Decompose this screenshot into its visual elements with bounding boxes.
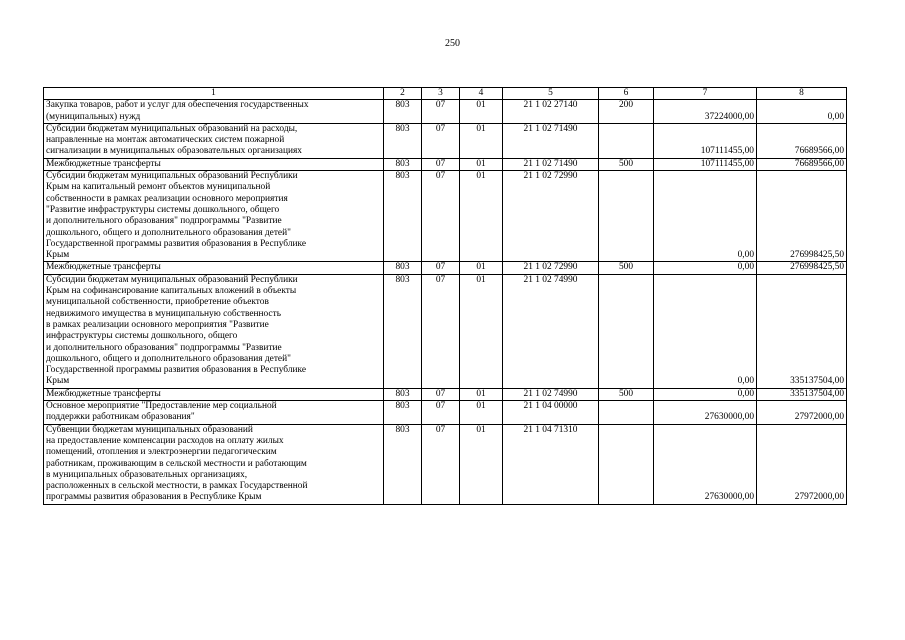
subsection-code: 01: [460, 424, 503, 504]
row-name-line: Крым на софинансирование капитальных вложений в объекты: [46, 286, 297, 297]
target-article-code: 21 1 02 72990: [503, 262, 599, 274]
subsection-code: 01: [460, 158, 503, 170]
section-code: 07: [422, 123, 460, 158]
amount-year-2: 335137504,00: [757, 274, 847, 388]
subsection-code: 01: [460, 100, 503, 124]
column-header: 5: [503, 88, 599, 100]
row-name: [44, 401, 384, 425]
row-name-line: Закупка товаров, работ и услуг для обеспечения государственных: [46, 100, 309, 111]
section-code: 07: [422, 388, 460, 400]
table-row: [44, 262, 847, 274]
column-header: 4: [460, 88, 503, 100]
amount-year-2: 335137504,00: [757, 388, 847, 400]
row-name-line: Субвенции бюджетам муниципальных образований: [46, 424, 253, 435]
row-name-line: сигнализации в муниципальных образовательных организациях: [46, 146, 302, 157]
expense-type-code: 200: [599, 100, 654, 124]
row-name-line: инфраструктуры системы дошкольного, общего: [46, 331, 238, 342]
row-name-line: и дополнительного образования" подпрограммы "Развитие: [46, 342, 282, 353]
row-name-line: (муниципальных) нужд: [46, 111, 141, 122]
table-row: [44, 171, 847, 262]
row-name-line: Крым на капитальный ремонт объектов муниципальной: [46, 182, 271, 193]
column-header: 2: [384, 88, 422, 100]
target-article-code: 21 1 04 71310: [503, 424, 599, 504]
row-name-line: собственности в рамках реализации основного мероприятия: [46, 193, 288, 204]
expense-type-code: [599, 274, 654, 388]
ministry-code: 803: [384, 100, 422, 124]
target-article-code: 21 1 02 71490: [503, 123, 599, 158]
row-name: [44, 123, 384, 158]
amount-year-2: 76689566,00: [757, 158, 847, 170]
ministry-code: 803: [384, 388, 422, 400]
amount-year-2: 276998425,50: [757, 171, 847, 262]
row-name-line: Государственной программы развития образования в Республике: [46, 365, 307, 376]
row-name-line: Крым: [46, 376, 70, 387]
table-row: [44, 274, 847, 388]
row-name: [44, 100, 384, 124]
row-name: [44, 158, 384, 170]
subsection-code: 01: [460, 401, 503, 425]
row-name-line: дошкольного, общего и дополнительного образования детей": [46, 227, 291, 238]
row-name-line: работникам, проживающим в сельской местности и работающим: [46, 458, 307, 469]
page-number: 250: [445, 38, 460, 49]
section-code: 07: [422, 401, 460, 425]
ministry-code: 803: [384, 274, 422, 388]
subsection-code: 01: [460, 274, 503, 388]
amount-year-1: 27630000,00: [654, 424, 757, 504]
section-code: 07: [422, 262, 460, 274]
row-name-line: Государственной программы развития образования в Республике: [46, 238, 307, 249]
row-name-line: Основное мероприятие "Предоставление мер социальной: [46, 401, 277, 412]
row-name-line: в рамках реализации основного мероприятия "Развитие: [46, 319, 269, 330]
amount-year-2: 0,00: [757, 100, 847, 124]
amount-year-2: 276998425,50: [757, 262, 847, 274]
expense-type-code: 500: [599, 262, 654, 274]
row-name-line: дошкольного, общего и дополнительного образования детей": [46, 353, 291, 364]
column-header: 7: [654, 88, 757, 100]
row-name-line: Межбюджетные трансферты: [46, 158, 161, 169]
row-name-line: и дополнительного образования" подпрограммы "Развитие: [46, 216, 282, 227]
row-name-line: программы развития образования в Республике Крым: [46, 492, 262, 503]
section-code: 07: [422, 100, 460, 124]
section-code: 07: [422, 274, 460, 388]
section-code: 07: [422, 158, 460, 170]
row-name: [44, 274, 384, 388]
header-row: [44, 88, 847, 100]
subsection-code: 01: [460, 171, 503, 262]
section-code: 07: [422, 424, 460, 504]
ministry-code: 803: [384, 262, 422, 274]
row-name: [44, 262, 384, 274]
row-name-line: Субсидии бюджетам муниципальных образований Республики: [46, 171, 298, 182]
ministry-code: 803: [384, 401, 422, 425]
row-name-line: направленные на монтаж автоматических систем пожарной: [46, 135, 285, 146]
amount-year-1: 0,00: [654, 274, 757, 388]
row-name-line: помещений, отопления и электроэнергии педагогическим: [46, 447, 277, 458]
row-name-line: "Развитие инфраструктуры системы дошкольного, общего: [46, 204, 280, 215]
table-row: [44, 123, 847, 158]
row-name-line: муниципальной собственности, приобретение объектов: [46, 297, 269, 308]
row-name: [44, 171, 384, 262]
amount-year-1: 107111455,00: [654, 123, 757, 158]
ministry-code: 803: [384, 158, 422, 170]
row-name-line: в муниципальных образовательных организациях,: [46, 469, 248, 480]
table-row: [44, 100, 847, 124]
row-name-line: на предоставление компенсации расходов на оплату жилых: [46, 435, 284, 446]
column-header: 1: [44, 88, 384, 100]
amount-year-1: 0,00: [654, 262, 757, 274]
target-article-code: 21 1 02 74990: [503, 274, 599, 388]
target-article-code: 21 1 02 71490: [503, 158, 599, 170]
column-header: 3: [422, 88, 460, 100]
table-row: [44, 158, 847, 170]
expense-type-code: [599, 401, 654, 425]
row-name-line: поддержки работникам образования": [46, 412, 195, 423]
amount-year-1: 27630000,00: [654, 401, 757, 425]
row-name: [44, 424, 384, 504]
amount-year-2: 27972000,00: [757, 401, 847, 425]
expense-type-code: [599, 123, 654, 158]
amount-year-2: 76689566,00: [757, 123, 847, 158]
ministry-code: 803: [384, 171, 422, 262]
row-name: [44, 388, 384, 400]
ministry-code: 803: [384, 123, 422, 158]
amount-year-2: 27972000,00: [757, 424, 847, 504]
expense-type-code: [599, 424, 654, 504]
target-article-code: 21 1 02 74990: [503, 388, 599, 400]
expense-type-code: [599, 171, 654, 262]
target-article-code: 21 1 04 00000: [503, 401, 599, 425]
row-name-line: расположенных в сельской местности, в рамках Государственной: [46, 481, 308, 492]
amount-year-1: 37224000,00: [654, 100, 757, 124]
expense-type-code: 500: [599, 158, 654, 170]
row-name-line: Межбюджетные трансферты: [46, 388, 161, 399]
subsection-code: 01: [460, 123, 503, 158]
column-header: 6: [599, 88, 654, 100]
row-name-line: Субсидии бюджетам муниципальных образований на расходы,: [46, 123, 298, 134]
ministry-code: 803: [384, 424, 422, 504]
budget-table: [43, 87, 847, 505]
table-row: [44, 401, 847, 425]
row-name-line: Межбюджетные трансферты: [46, 262, 161, 273]
amount-year-1: 107111455,00: [654, 158, 757, 170]
section-code: 07: [422, 171, 460, 262]
amount-year-1: 0,00: [654, 171, 757, 262]
row-name-line: Крым: [46, 250, 70, 261]
amount-year-1: 0,00: [654, 388, 757, 400]
target-article-code: 21 1 02 27140: [503, 100, 599, 124]
subsection-code: 01: [460, 262, 503, 274]
row-name-line: Субсидии бюджетам муниципальных образований Республики: [46, 274, 298, 285]
subsection-code: 01: [460, 388, 503, 400]
table-row: [44, 388, 847, 400]
expense-type-code: 500: [599, 388, 654, 400]
column-header: 8: [757, 88, 847, 100]
row-name-line: недвижимого имущества в муниципальную собственность: [46, 308, 281, 319]
target-article-code: 21 1 02 72990: [503, 171, 599, 262]
table-row: [44, 424, 847, 504]
